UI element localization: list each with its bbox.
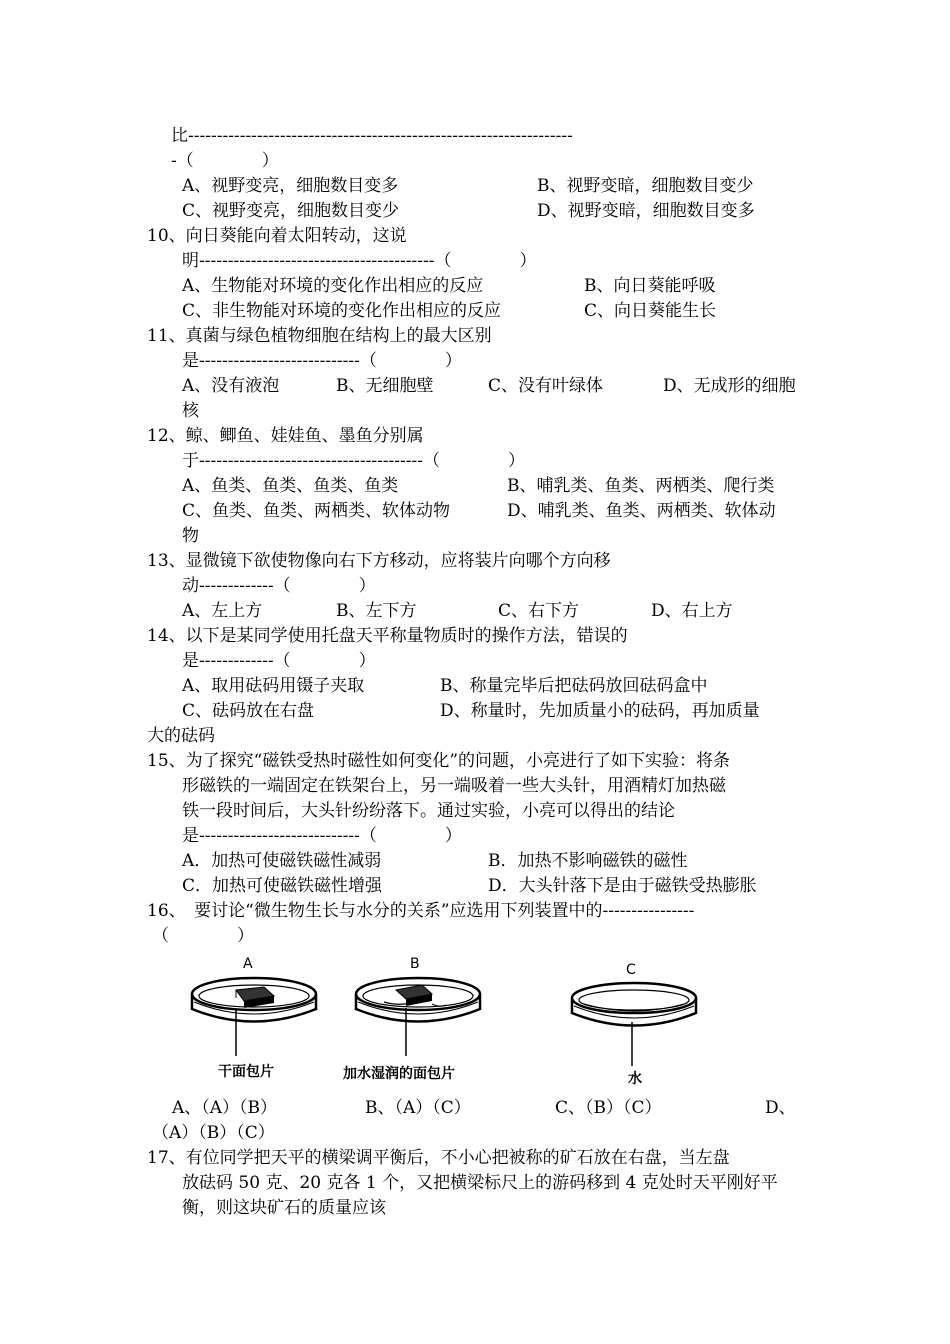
q14-option-d2: 大的砝码 (147, 726, 215, 746)
q13-option-d: D、右上方 (651, 601, 733, 621)
q11-option-d2: 核 (182, 401, 199, 421)
q9-stem-tail: 比------------------------------------------------------------------- (171, 126, 573, 146)
q9-option-a: A、视野变亮，细胞数目变多 (182, 176, 399, 196)
figure-a-label: A (243, 956, 253, 972)
q16-option-d: D、 (765, 1098, 796, 1118)
q17-stem3: 衡，则这块矿石的质量应该 (182, 1198, 386, 1218)
q10-stem2: 明-----------------------------------------（ ） (182, 251, 537, 271)
petri-dish-b-figure (350, 972, 490, 1072)
q15-stem: 15、为了探究“磁铁受热时磁性如何变化”的问题，小亮进行了如下实验：将条 (147, 751, 731, 771)
q16-option-c: C、（B）（C） (555, 1098, 662, 1118)
q15-option-d: D．大头针落下是由于磁铁受热膨胀 (488, 876, 757, 896)
q14-option-d: D、称量时，先加质量小的砝码，再加质量 (440, 701, 760, 721)
q9-stem-tail2: -（ ） (171, 151, 279, 171)
q14-option-c: C、砝码放在右盘 (182, 701, 315, 721)
q12-option-d: D、哺乳类、鱼类、两栖类、软体动 (507, 501, 776, 521)
q14-stem: 14、以下是某同学使用托盘天平称量物质时的操作方法，错误的 (147, 626, 628, 646)
q14-stem2: 是-------------（ ） (182, 651, 376, 671)
figure-a-caption: 干面包片 (218, 1064, 274, 1080)
petri-dish-c-figure (566, 978, 706, 1078)
figure-b-caption: 加水湿润的面包片 (343, 1066, 455, 1082)
q12-stem2: 于---------------------------------------（ ） (182, 451, 526, 471)
q11-option-a: A、没有液泡 (182, 376, 280, 396)
q10-stem: 10、向日葵能向着太阳转动，这说 (147, 226, 407, 246)
q12-stem: 12、鲸、鲫鱼、娃娃鱼、墨鱼分别属 (147, 426, 424, 446)
q12-option-c: C、鱼类、鱼类、两栖类、软体动物 (182, 501, 451, 521)
q14-option-a: A、取用砝码用镊子夹取 (182, 676, 365, 696)
q17-stem: 17、有位同学把天平的横梁调平衡后，不小心把被称的矿石放在右盘，当左盘 (147, 1148, 730, 1168)
q16-stem: 16、 要讨论“微生物生长与水分的关系”应选用下列装置中的---------------- (147, 901, 695, 921)
q13-option-b: B、左下方 (336, 601, 417, 621)
q17-stem2: 放砝码 50 克、20 克各 1 个，又把横梁标尺上的游码移到 4 克处时天平刚好平 (182, 1173, 778, 1193)
q16-option-d2: （A）（B）（C） (152, 1123, 275, 1143)
q15-stem4: 是----------------------------（ ） (182, 826, 462, 846)
q10-option-c: C、非生物能对环境的变化作出相应的反应 (182, 301, 502, 321)
q11-stem: 11、真菌与绿色植物细胞在结构上的最大区别 (147, 326, 492, 346)
q9-option-c: C、视野变亮，细胞数目变少 (182, 201, 400, 221)
q10-option-c2: C、向日葵能生长 (584, 301, 717, 321)
q10-option-b: B、向日葵能呼吸 (584, 276, 716, 296)
q14-option-b: B、称量完毕后把砝码放回砝码盒中 (440, 676, 708, 696)
q12-option-b: B、哺乳类、鱼类、两栖类、爬行类 (507, 476, 775, 496)
q13-option-c: C、右下方 (498, 601, 580, 621)
figure-c-label: C (626, 962, 636, 978)
q12-option-a: A、鱼类、鱼类、鱼类、鱼类 (182, 476, 399, 496)
q13-stem2: 动-------------（ ） (182, 576, 376, 596)
q11-option-b: B、无细胞壁 (336, 376, 434, 396)
q15-stem3: 铁一段时间后，大头针纷纷落下。通过实验，小亮可以得出的结论 (182, 801, 675, 821)
q12-option-d2: 物 (182, 526, 199, 546)
figure-c-caption: 水 (628, 1071, 642, 1087)
q11-option-d: D、无成形的细胞 (663, 376, 796, 396)
q15-option-a: A．加热可使磁铁磁性减弱 (182, 851, 382, 871)
q16-stem2: （ ） (152, 926, 254, 946)
q16-option-b: B、（A）（C） (365, 1098, 471, 1118)
q9-option-b: B、视野变暗，细胞数目变少 (537, 176, 754, 196)
q15-option-b: B．加热不影响磁铁的磁性 (488, 851, 688, 871)
figure-b-label: B (410, 956, 420, 972)
q13-option-a: A、左上方 (182, 601, 263, 621)
q11-option-c: C、没有叶绿体 (488, 376, 604, 396)
q16-option-a: A、（A）（B） (172, 1098, 278, 1118)
q10-option-a: A、生物能对环境的变化作出相应的反应 (182, 276, 484, 296)
petri-dish-a-figure (186, 972, 326, 1072)
q11-stem2: 是----------------------------（ ） (182, 351, 462, 371)
q15-option-c: C．加热可使磁铁磁性增强 (182, 876, 383, 896)
q15-stem2: 形磁铁的一端固定在铁架台上，另一端吸着一些大头针，用酒精灯加热磁 (182, 776, 726, 796)
q9-option-d: D、视野变暗，细胞数目变多 (537, 201, 755, 221)
q13-stem: 13、显微镜下欲使物像向右下方移动，应将装片向哪个方向移 (147, 551, 611, 571)
